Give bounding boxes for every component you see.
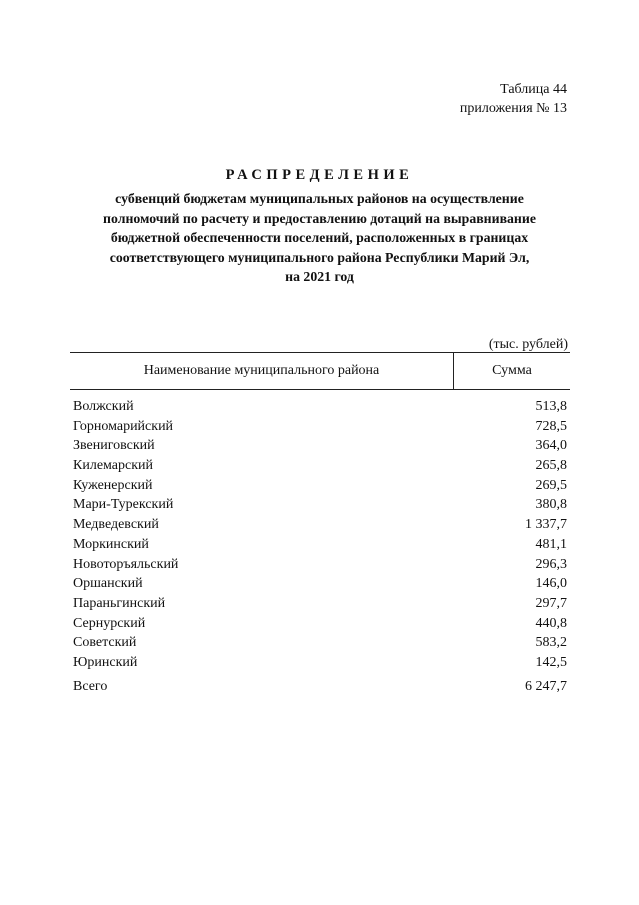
table-body xyxy=(73,397,567,673)
total-row xyxy=(73,677,567,697)
units-label: (тыс. рублей) xyxy=(488,337,568,352)
table-row xyxy=(73,397,567,417)
total-label: Всего xyxy=(73,679,108,694)
table-row xyxy=(73,633,567,653)
document-heading: РАСПРЕДЕЛЕНИЕ xyxy=(225,167,414,183)
column-header-name: Наименование муниципального района xyxy=(70,353,454,389)
table-row xyxy=(73,495,567,515)
subheading-line: бюджетной обеспеченности поселений, расположенных в границах xyxy=(110,230,529,245)
district-name: Советский xyxy=(73,635,137,651)
district-name: Волжский xyxy=(73,399,134,414)
district-name: Звениговский xyxy=(73,438,155,454)
table-row xyxy=(73,515,567,535)
district-amount: 440,8 xyxy=(535,615,567,631)
district-name: Оршанский xyxy=(73,576,143,592)
district-amount: 583,2 xyxy=(535,635,567,651)
district-amount: 297,7 xyxy=(535,595,567,611)
district-amount: 269,5 xyxy=(535,477,567,493)
appendix-number: приложения № 13 xyxy=(459,101,567,116)
table-row xyxy=(73,555,567,575)
district-name: Килемарский xyxy=(73,458,154,474)
table-row xyxy=(73,535,567,555)
district-name: Куженерский xyxy=(73,477,153,493)
district-amount: 265,8 xyxy=(535,458,567,474)
subheading-line: соответствующего муниципального района Республики Марий Эл, xyxy=(109,249,530,265)
table-row xyxy=(73,594,567,614)
table-row xyxy=(73,574,567,594)
table-header xyxy=(70,352,570,390)
district-name: Новоторъяльский xyxy=(73,556,179,572)
column-header-sum: Сумма xyxy=(492,363,532,378)
table-number: Таблица 44 xyxy=(500,82,567,97)
district-name: Сернурский xyxy=(73,615,146,631)
district-amount: 380,8 xyxy=(535,497,567,513)
subheading-line: субвенций бюджетам муниципальных районов на осуществление xyxy=(115,191,524,206)
district-amount: 364,0 xyxy=(535,438,567,454)
district-amount: 728,5 xyxy=(535,418,567,434)
total-amount: 6 247,7 xyxy=(525,679,567,694)
district-amount: 296,3 xyxy=(535,556,567,572)
subheading-line: полномочий по расчету и предоставлению дотаций на выравнивание xyxy=(103,210,536,226)
subheading-line: на 2021 год xyxy=(285,269,354,284)
district-amount: 513,8 xyxy=(535,399,567,414)
district-name: Мари-Турекский xyxy=(73,497,174,513)
district-amount: 481,1 xyxy=(535,536,567,552)
table-row xyxy=(73,653,567,673)
district-name: Юринский xyxy=(73,654,138,670)
district-amount: 142,5 xyxy=(535,654,567,670)
district-name: Горномарийский xyxy=(73,418,174,434)
district-name: Параньгинский xyxy=(73,595,166,611)
district-name: Моркинский xyxy=(73,536,149,552)
table-row xyxy=(73,456,567,476)
document-subheading xyxy=(60,189,579,287)
table-row xyxy=(73,436,567,456)
table-row xyxy=(73,476,567,496)
table-reference xyxy=(460,80,567,118)
district-name: Медведевский xyxy=(73,517,159,533)
table-row xyxy=(73,614,567,634)
table-row xyxy=(73,417,567,437)
district-amount: 1 337,7 xyxy=(525,517,567,533)
district-amount: 146,0 xyxy=(535,576,567,592)
